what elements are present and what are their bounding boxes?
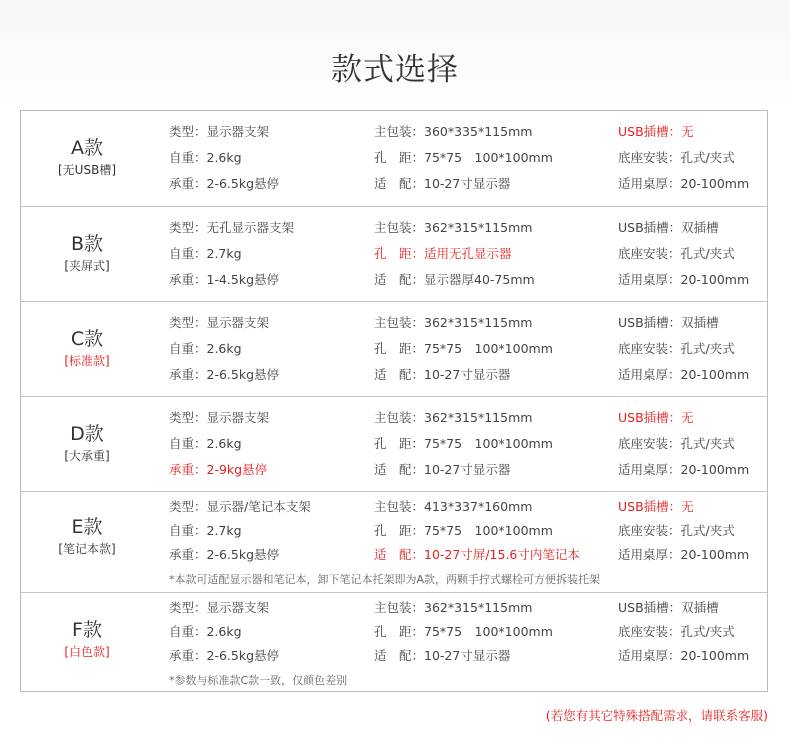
page-title: 款式选择: [331, 52, 459, 88]
spec-fit: 适 配：10-27寸显示器: [374, 462, 511, 477]
spec-usb: USB插槽：无: [618, 124, 694, 139]
spec-desk: 适用桌厚：20-100mm: [618, 547, 750, 562]
spec-mount: 底座安装：孔式/夹式: [618, 150, 735, 165]
spec-type: 类型：显示器支架: [169, 124, 270, 139]
style-name: E款: [71, 516, 103, 538]
style-name: D款: [70, 423, 104, 445]
row-note: *参数与标准款C款一致，仅颜色差别: [169, 674, 348, 687]
spec-load: 承重：2-6.5kg悬停: [169, 367, 280, 382]
spec-package: 主包装：362*315*115mm: [374, 220, 533, 235]
spec-fit: 适 配：10-27寸显示器: [374, 176, 511, 191]
row-label: [21, 618, 153, 661]
spec-vesa: 孔 距：75*75 100*100mm: [374, 150, 553, 165]
style-tag: [标准款]: [64, 354, 110, 368]
spec-package: 主包装：362*315*115mm: [374, 600, 533, 615]
spec-mount: 底座安装：孔式/夹式: [618, 523, 735, 538]
row-label: [21, 136, 153, 179]
contact-note: (若您有其它特殊搭配需求，请联系客服): [545, 708, 768, 723]
table-row-d: [21, 396, 767, 491]
spec-package: 主包装：362*315*115mm: [374, 410, 533, 425]
row-label: [21, 422, 153, 465]
spec-weight: 自重：2.6kg: [169, 436, 242, 451]
table-row-b: [21, 206, 767, 301]
style-tag: [笔记本款]: [58, 542, 116, 556]
spec-vesa: 孔 距：75*75 100*100mm: [374, 523, 553, 538]
spec-type: 类型：显示器支架: [169, 410, 270, 425]
spec-type: 类型：显示器支架: [169, 600, 270, 615]
spec-fit: 适 配：显示器厚40-75mm: [374, 272, 535, 287]
spec-load: 承重：2-6.5kg悬停: [169, 648, 280, 663]
spec-desk: 适用桌厚：20-100mm: [618, 367, 750, 382]
row-note: *本款可适配显示器和笔记本，卸下笔记本托架即为A款，两颗手拧式螺栓可方便拆装托架: [169, 573, 601, 586]
spec-mount: 底座安装：孔式/夹式: [618, 436, 735, 451]
spec-type: 类型：显示器/笔记本支架: [169, 499, 311, 514]
table-row-c: [21, 301, 767, 396]
spec-weight: 自重：2.7kg: [169, 246, 242, 261]
row-label: [21, 232, 153, 275]
spec-desk: 适用桌厚：20-100mm: [618, 648, 750, 663]
spec-weight: 自重：2.6kg: [169, 150, 242, 165]
spec-mount: 底座安装：孔式/夹式: [618, 624, 735, 639]
style-tag: [白色款]: [64, 645, 110, 659]
table-row-e: [21, 491, 767, 592]
spec-weight: 自重：2.6kg: [169, 624, 242, 639]
style-tag: [无USB槽]: [58, 163, 116, 177]
row-label: [21, 327, 153, 370]
spec-fit: 适 配：10-27寸屏/15.6寸内笔记本: [374, 547, 580, 562]
style-tag: [大承重]: [64, 449, 110, 463]
style-name: A款: [71, 137, 103, 159]
spec-package: 主包装：413*337*160mm: [374, 499, 533, 514]
spec-usb: USB插槽：双插槽: [618, 600, 719, 615]
spec-vesa: 孔 距：75*75 100*100mm: [374, 624, 553, 639]
spec-weight: 自重：2.6kg: [169, 341, 242, 356]
spec-type: 类型：显示器支架: [169, 315, 270, 330]
spec-usb: USB插槽：双插槽: [618, 220, 719, 235]
row-label: [21, 515, 153, 558]
spec-mount: 底座安装：孔式/夹式: [618, 246, 735, 261]
style-name: F款: [72, 619, 102, 641]
spec-desk: 适用桌厚：20-100mm: [618, 272, 750, 287]
spec-usb: USB插槽：双插槽: [618, 315, 719, 330]
table-row-a: [21, 111, 767, 206]
spec-package: 主包装：360*335*115mm: [374, 124, 533, 139]
spec-usb: USB插槽：无: [618, 410, 694, 425]
spec-mount: 底座安装：孔式/夹式: [618, 341, 735, 356]
spec-vesa: 孔 距：75*75 100*100mm: [374, 436, 553, 451]
spec-vesa: 孔 距：75*75 100*100mm: [374, 341, 553, 356]
spec-load: 承重：2-6.5kg悬停: [169, 547, 280, 562]
spec-load: 承重：2-9kg悬停: [169, 462, 268, 477]
spec-fit: 适 配：10-27寸显示器: [374, 648, 511, 663]
spec-desk: 适用桌厚：20-100mm: [618, 462, 750, 477]
spec-type: 类型：无孔显示器支架: [169, 220, 295, 235]
table-row-f: [21, 592, 767, 691]
spec-usb: USB插槽：无: [618, 499, 694, 514]
style-name: B款: [70, 233, 104, 255]
style-tag: [夹屏式]: [64, 259, 110, 273]
style-table: [20, 110, 768, 692]
spec-fit: 适 配：10-27寸显示器: [374, 367, 511, 382]
spec-package: 主包装：362*315*115mm: [374, 315, 533, 330]
spec-vesa: 孔 距：适用无孔显示器: [374, 246, 512, 261]
spec-load: 承重：1-4.5kg悬停: [169, 272, 280, 287]
style-name: C款: [70, 328, 104, 350]
spec-weight: 自重：2.7kg: [169, 523, 242, 538]
spec-load: 承重：2-6.5kg悬停: [169, 176, 280, 191]
spec-desk: 适用桌厚：20-100mm: [618, 176, 750, 191]
